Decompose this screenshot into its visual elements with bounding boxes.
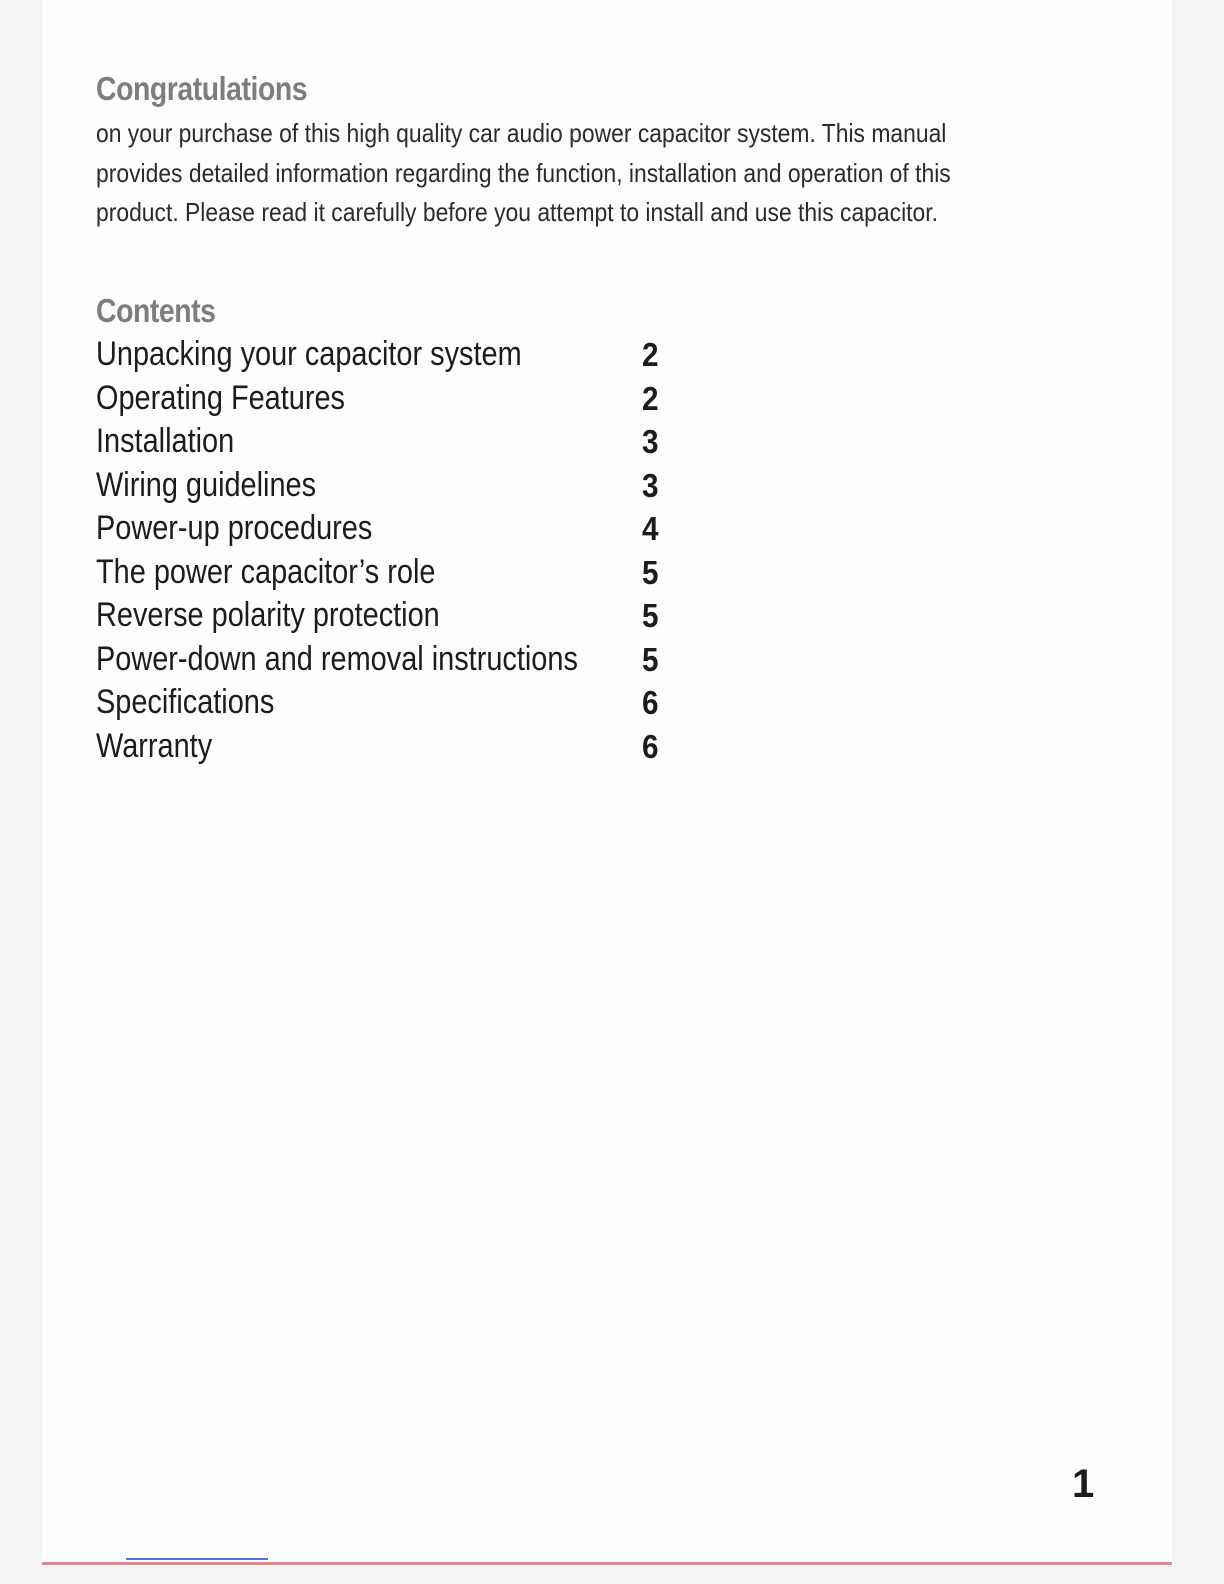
toc-entry-page: 5 — [642, 553, 659, 591]
manual-page — [42, 0, 1172, 1566]
toc-entry-title: Specifications — [96, 683, 275, 721]
toc-entry-title: Power-down and removal instructions — [96, 639, 578, 678]
toc-entry-title: Power-up procedures — [96, 509, 373, 547]
toc-entry-page: 3 — [642, 423, 659, 460]
contents-heading: Contents — [96, 292, 216, 329]
toc-entry[interactable] — [96, 638, 696, 682]
toc-entry-title: Wiring guidelines — [96, 465, 317, 504]
toc-entry-page: 6 — [642, 727, 659, 765]
link-underline — [126, 1558, 268, 1560]
toc-entry-page: 2 — [642, 336, 659, 373]
toc-entry[interactable] — [96, 377, 696, 421]
intro-line: provides detailed information regarding the function, installation and operation of this — [96, 157, 951, 188]
toc-entry-title: Operating Features — [96, 378, 345, 417]
toc-entry-title: Unpacking your capacitor system — [96, 335, 522, 373]
congratulations-heading: Congratulations — [96, 70, 308, 107]
intro-paragraph — [96, 114, 1126, 233]
toc-entry[interactable] — [96, 594, 696, 638]
toc-entry-page: 4 — [642, 510, 659, 547]
toc-entry-title: Installation — [96, 422, 235, 460]
toc-entry-page: 6 — [642, 684, 659, 721]
table-of-contents — [96, 333, 696, 768]
toc-entry-title: The power capacitor’s role — [96, 552, 436, 591]
toc-entry-page: 5 — [642, 597, 659, 634]
toc-entry[interactable] — [96, 333, 696, 377]
toc-entry-title: Warranty — [96, 726, 213, 765]
toc-entry[interactable] — [96, 551, 696, 595]
intro-line: product. Please read it carefully before you attempt to install and use this capacitor. — [96, 197, 938, 227]
toc-entry-page: 3 — [642, 466, 659, 504]
toc-entry[interactable] — [96, 420, 696, 464]
intro-line: on your purchase of this high quality car audio power capacitor system. This manual — [96, 118, 947, 148]
toc-entry[interactable] — [96, 507, 696, 551]
page-bottom-rule — [42, 1562, 1172, 1565]
toc-entry[interactable] — [96, 725, 696, 769]
toc-entry[interactable] — [96, 681, 696, 725]
page-number: 1 — [1072, 1462, 1095, 1506]
toc-entry-page: 2 — [642, 379, 659, 417]
toc-entry-title: Reverse polarity protection — [96, 596, 440, 634]
toc-entry-page: 5 — [642, 640, 659, 678]
toc-entry[interactable] — [96, 464, 696, 508]
